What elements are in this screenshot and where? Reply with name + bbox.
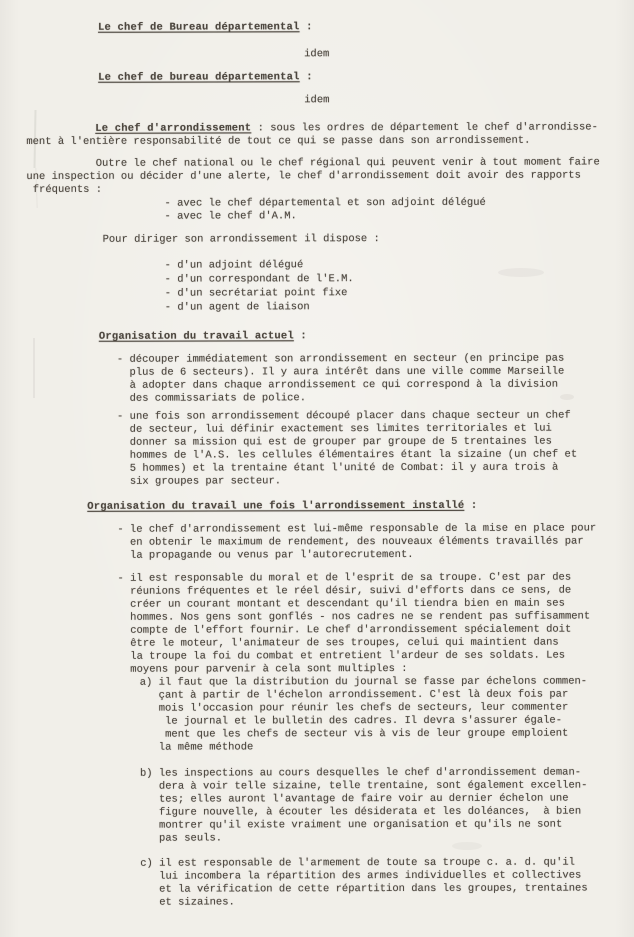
document-body (26, 20, 630, 910)
heading-colon: : (464, 499, 478, 512)
heading-chef-bureau-departemental-1 (98, 20, 628, 34)
heading-underlined-text: Organisation du travail actuel (98, 330, 294, 343)
heading-colon: : (293, 330, 307, 343)
sub-item-c-armement (140, 856, 630, 909)
list-il-dispose (165, 257, 629, 314)
sub-item-text: b) les inspections au cours desquelles le chef d'arrondissement deman- dera à voir telle sizaine, telle trentaine, sont également excellen- tes; elles auront l'avantage de faire voir au dernier échelon une figure nouvelle, à écouter les désiderata et les doléances, à bien montrer qu'il existe vraiment une organisation et qu'ils ne sont pas seuls. (139, 766, 588, 845)
paragraph-first-line-rest: : sous les ordres de département le chef d'arrondisse- (251, 121, 598, 135)
bullet-decouper-arrondissement (117, 352, 629, 405)
heading-underlined-text: Le chef de bureau départemental (98, 71, 300, 84)
bullet-text: - découper immédiatement son arrondissement en secteur (en principe pas plus de 6 secteurs). Il y aura intérêt dans une ville comme Marseille à adopter dans chaque arrondissement ce qui correspond à la division des commissariats de police. (116, 352, 565, 405)
heading-chef-bureau-departemental-2 (98, 70, 628, 84)
paragraph-chef-arrondissement (26, 121, 628, 149)
paragraph-pour-diriger: Pour diriger son arrondissement il dispose : (102, 233, 380, 246)
heading-underlined-text: Organisation du travail une fois l'arrondissement installé (87, 499, 465, 513)
sub-item-text: a) il faut que la distribution du journal se fasse par échelons commen- çant à partir de l'échelon arrondissement. C'est là deux fois par mois l'occasion pour réunir les chefs de secteurs, leur commenter le journal et le bulletin des cadres. Il devra s'assurer égale- ment que les chefs de secteur vis à vis de leur groupe emploient la même méthode (139, 675, 588, 754)
paragraph-continuation: ment à l'entière responsabilité de tout ce qui se passe dans son arrondissement. (26, 134, 531, 148)
bullet-text: - il est responsable du moral et de l'esprit de sa troupe. C'est par des réunions fréquentes et le réel désir, suivi d'efforts dans ce sens, de créer un courant montant et descendant qu'il tiendra bien en main ses hommes. Nos gens sont gonflés - nos cadres ne se rendent pas suffisamment compte de l'effort fournir. Le chef d'arrondissement spécialement doit être le moteur, l'animateur de ses troupes, celui qui maintient dans la troupe la foi du combat et entretient l'ardeur de ses soldats. Les moyens pour parvenir à cela sont multiples : (117, 571, 591, 676)
bullet-responsable-mise-en-place (117, 522, 629, 562)
bullet-text: - le chef d'arrondissement est lui-même responsable de la mise en place pour en obtenir le maximum de rendement, des nouveaux éléments travaillés par la propagande ou venus par l'autorecrutement. (117, 522, 597, 562)
heading-organisation-travail-installe (87, 499, 629, 513)
bullet-une-fois-decoupe (117, 409, 629, 488)
sub-item-b-inspections (140, 766, 630, 845)
idem-text-2: idem (304, 94, 330, 107)
heading-organisation-travail-actuel (99, 329, 629, 343)
heading-colon: : (299, 21, 313, 34)
bullet-text: - une fois son arrondissement découpé placer dans chaque secteur un chef de secteur, lui définir exactement ses limites territoriales et lui donner sa mission qui est de grouper par groupe de 5 trentaines les hommes de l'A.S. les cellules élémentaires étant la sizaine (un chef et 5 hommes) et la trentaine étant l'unité de Combat: il y aura trois à six groupes par secteur. (117, 409, 578, 488)
heading-colon: : (299, 71, 313, 84)
list-rapports-frequents (164, 196, 628, 223)
sub-item-text: c) il est responsable de l'armement de toute sa troupe c. a. d. qu'il lui incombera la répartition des armes individuelles et collectives et la vérification de cette répartition dans les groupes, trentaines et sizaines. (140, 856, 588, 909)
list-items: - d'un adjoint délégué - d'un correspondant de l'E.M. - d'un secrétariat point fixe - d'un agent de liaison (164, 259, 354, 314)
sub-item-a-distribution-journal (140, 675, 630, 754)
heading-underlined-text: Le chef de Bureau départemental (97, 21, 300, 34)
paragraph-outre-le-chef (26, 156, 628, 197)
list-items: - avec le chef départemental et son adjoint délégué - avec le chef d'A.M. (164, 196, 486, 223)
underlined-lead-chef-arrondissement: Le chef d'arrondissement (95, 122, 252, 135)
paragraph-text: Outre le chef national ou le chef régional qui peuvent venir à tout moment faire une inspection ou décider d'une alerte, le chef d'arrondissement doit avoir des rapports fréquents : (26, 156, 600, 196)
idem-text-1: idem (304, 48, 330, 61)
bullet-responsable-moral (117, 571, 629, 676)
